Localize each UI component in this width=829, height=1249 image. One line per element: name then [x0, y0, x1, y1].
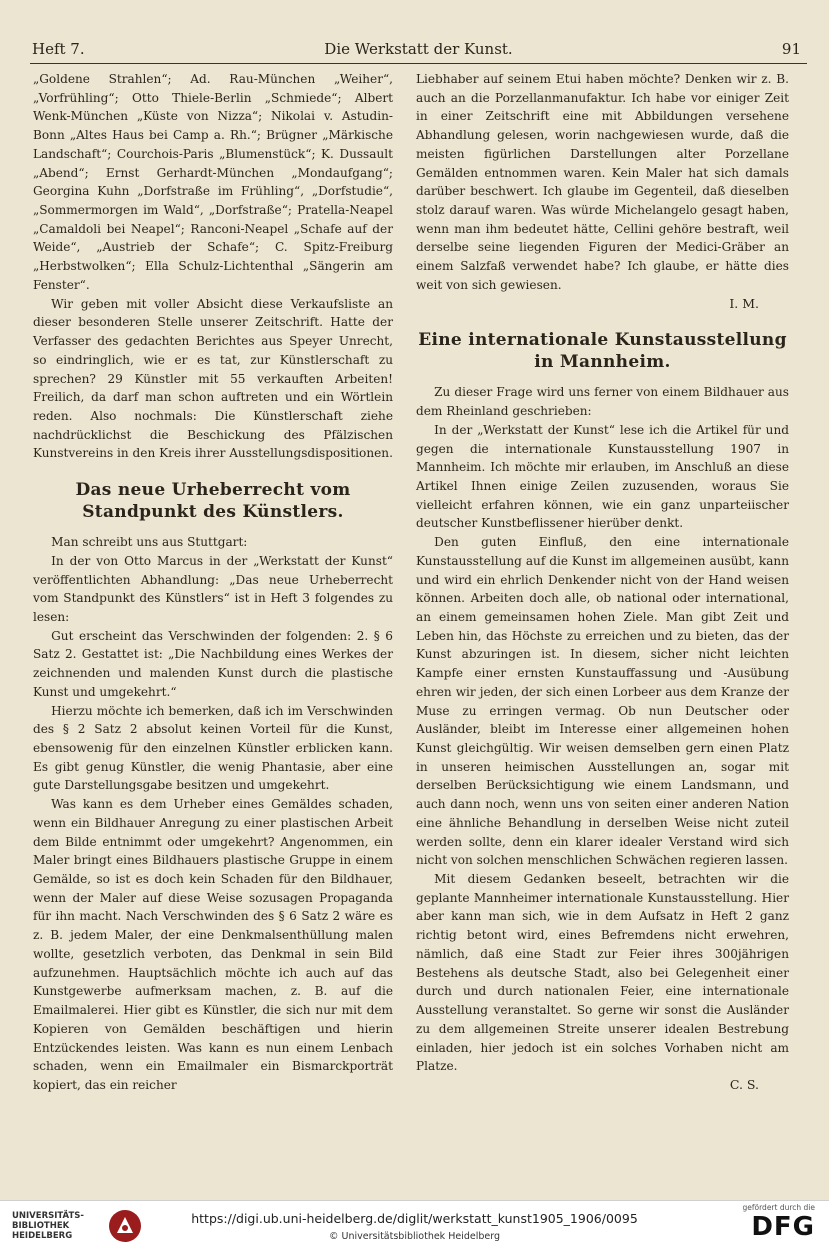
permalink-url[interactable]: https://digi.ub.uni-heidelberg.de/diglit/werkstatt_kunst1905_1906/0095 — [191, 1211, 638, 1226]
article-paragraph: Was kann es dem Urheber eines Gemäldes schaden, wenn ein Bildhauer Anregung zu einer plastischen Arbeit dem Bilde entnimmt oder umgekehrt? Angenommen, ein Maler bringt eines Bildhauers plastische Gruppe in einem Gemälde, so ist es doch kein Schaden für den Bildhauer, wenn der Maler auf diese Weise sozusagen Propaganda für ihn macht. Nach Verschwinden des § 6 Satz 2 wäre es z. B. jedem Maler, der eine Denkmalsenthüllung malen wollte, gesetzlich verboten, das Denkmal in sein Bild aufzunehmen. Hauptsächlich möchte ich auch auf das Kunstgewerbe aufmerksam machen, z. B. auf die Emailmalerei. Hier gibt es Künstler, die sich nur mit dem Kopieren von Gemälden beschäftigen und hierin Entzückendes leisten. Was kann es nun einem Lenbach schaden, wenn ein Emailmaler ein Bismarckporträt kopiert, das ein reicher — [33, 797, 393, 1092]
digitization-footer — [0, 1200, 829, 1249]
sales-list-paragraph: „Goldene Strahlen“; Ad. Rau-München „Weiher“, „Vorfrühling“; Otto Thiele-Berlin „Schmiede“; Albert Wenk-München „Küste von Nizza“; Nikolai v. Astudin-Bonn „Altes Haus bei Camp a. Rh.“; Brügner „Märkische Landschaft“; Courchois-Paris „Blumenstück“; K. Dussault „Abend“; Ernst Gerhardt-München „Mondaufgang“; Georgina Kuhn „Dorfstraße im Frühling“, „Dorfstudie“, „Sommermorgen im Wald“, „Dorfstraße“; Pratella-Neapel „Camaldoli bei Neapel“; Ranconi-Neapel „Schafe auf der Weide“, „Austrieb der Schafe“; C. Spitz-Freiburg „Herbstwolken“; Ella Schulz-Lichtenthal „Sängerin am Fenster“. — [33, 72, 393, 292]
left-column — [33, 70, 393, 1095]
article-paragraph: In der von Otto Marcus in der „Werkstatt der Kunst“ veröffentlichten Abhandlung: „Das neue Urheberrecht vom Standpunkt des Künstlers“ ist in Heft 3 folgendes zu lesen: — [33, 553, 393, 624]
article-paragraph: Hierzu möchte ich bemerken, daß ich im Verschwinden des § 2 Satz 2 absolut keinen Vorteil für die Kunst, ebensowenig für den einzelnen Künstler erblicken kann. Es gibt genug Künstler, die wenig Phantasie, aber eine gute Darstellungsgabe besitzen und umgekehrt. — [33, 703, 393, 793]
article-paragraph: Liebhaber auf seinem Etui haben möchte? Denken wir z. B. auch an die Porzellanmanufaktur. Ich habe vor einiger Zeit in einer Zeitschrift eine mit Abbildungen versehene Abhandlung gelesen, worin nachgewiesen wurde, daß die meisten figürlichen Darstellungen alter Porzellane Gemälden entnommen waren. Kein Maler hat sich damals darüber beschwert. Ich glaube im Gegenteil, daß dieselben stolz darauf waren. Was würde Michelangelo gesagt haben, wenn man ihm bedeutet hätte, Cellini gehöre bestraft, weil derselbe seine liegenden Figuren der Medici-Gräber an einem Salzfaß verwendet habe? Ich glaube, er hätte dies weit von sich gewiesen. — [416, 72, 789, 292]
page-number: 91 — [781, 40, 801, 58]
header-rule — [30, 63, 807, 64]
right-column — [416, 70, 789, 1095]
page-header — [30, 38, 807, 64]
running-title: Die Werkstatt der Kunst. — [324, 40, 513, 58]
copyright-notice: © Universitätsbibliothek Heidelberg — [328, 1231, 500, 1242]
author-signature: I. M. — [729, 295, 759, 311]
funder-label: gefördert durch die — [742, 1203, 815, 1212]
article-paragraph: Mit diesem Gedanken beseelt, betrachten wir die geplante Mannheimer internationale Kunstausstellung. Hier aber kann man sich, wie in dem Aufsatz in Heft 2 ganz richtig betont wird, eines Befremdens nicht erwehren, nämlich, daß eine Stadt zur Feier ihres 300jährigen Bestehens als deutsche Stadt, also bei Gelegenheit einer durch und durch nationalen Feier, eine internationale Ausstellung veranstaltet. So gerne wir sonst die Ausländer zu dem allgemeinen Streite unserer idealen Bestrebung einladen, hier jedoch ist ein solches Vorhaben nicht am Platze. — [416, 872, 789, 1074]
article-intro: Zu dieser Frage wird uns ferner von einem Bildhauer aus dem Rheinland geschrieben: — [416, 385, 789, 419]
author-signature: C. S. — [729, 1076, 759, 1092]
library-name: UNIVERSITÄTS- BIBLIOTHEK HEIDELBERG — [12, 1211, 84, 1241]
article-paragraph: Den guten Einfluß, den eine internationale Kunstausstellung auf die Kunst im allgemeinen ausübt, kann und wird ein ehrlich Denkender nicht von der Hand weisen können. Arbeiten doch alle, ob national oder international, an einem gemeinsamen hohen Ziele. Man gibt Zeit und Leben hin, das Höchste zu erreichen und zu bieten, das der Kunst abzuringen ist. In diesem, sicher nicht leichten Kampfe einer ernsten Kunstauffassung und -Ausübung ehren wir jeden, der sich einen Lorbeer aus dem Kranze der Muse zu erringen vermag. Ob nun Deutscher oder Ausländer, bleibt im Interesse einer allgemeinen hohen Kunst gleichgültig. Wir weisen demselben gern einen Platz in unseren heimischen Ausstellungen an, sogar mit derselben Berücksichtigung wie einem Landsmann, und auch dann noch, wenn uns von seiten einer anderen Nation eine ähnliche Behandlung in derselben Weise nicht zuteil werden sollte, denn ein klarer idealer Verstand wird sich nicht von solchen menschlichen Schwächen regieren lassen. — [416, 535, 789, 868]
article-intro: Man schreibt uns aus Stuttgart: — [51, 535, 248, 550]
article-heading-urheberrecht: Das neue Urheberrecht vom Standpunkt des Künstlers. — [75, 480, 351, 523]
funder-logo[interactable] — [735, 1203, 815, 1247]
article-paragraph: Gut erscheint das Verschwinden der folgenden: 2. § 6 Satz 2. Gestattet ist: „Die Nachbildung eines Werkes der zeichnenden und malenden Kunst durch die plastische Kunst und umgekehrt.“ — [33, 628, 393, 699]
issue-number: Heft 7. — [32, 40, 85, 58]
commentary-paragraph: Wir geben mit voller Absicht diese Verkaufsliste an dieser besonderen Stelle unserer Zeitschrift. Hatte der Verfasser des gedachten Berichtes aus Speyer Unrecht, so eindringlich, wie er es tat, zur Künstlerschaft zu sprechen? 29 Künstler mit 55 verkauften Arbeiten! Freilich, da darf man schon auftreten und ein Wörtlein reden. Also nochmals: Die Künstlerschaft ziehe nachdrücklichst die Beschickung des Pfälzischen Kunstvereins in den Kreis ihrer Ausstellungsdispositionen. — [33, 296, 393, 461]
article-heading-mannheim: Eine internationale Kunstausstellung in Mannheim. — [418, 330, 787, 373]
article-paragraph: In der „Werkstatt der Kunst“ lese ich die Artikel für und gegen die internationale Kunstausstellung 1907 in Mannheim. Ich möchte mir erlauben, im Anschluß an diese Artikel Ihnen einige Zeilen zuzusenden, woraus Sie vielleicht erfahren können, wie ein ganz unparteiischer deutscher Kunstbeflissener hierüber denkt. — [416, 422, 789, 531]
funder-name: DFG — [751, 1212, 815, 1242]
